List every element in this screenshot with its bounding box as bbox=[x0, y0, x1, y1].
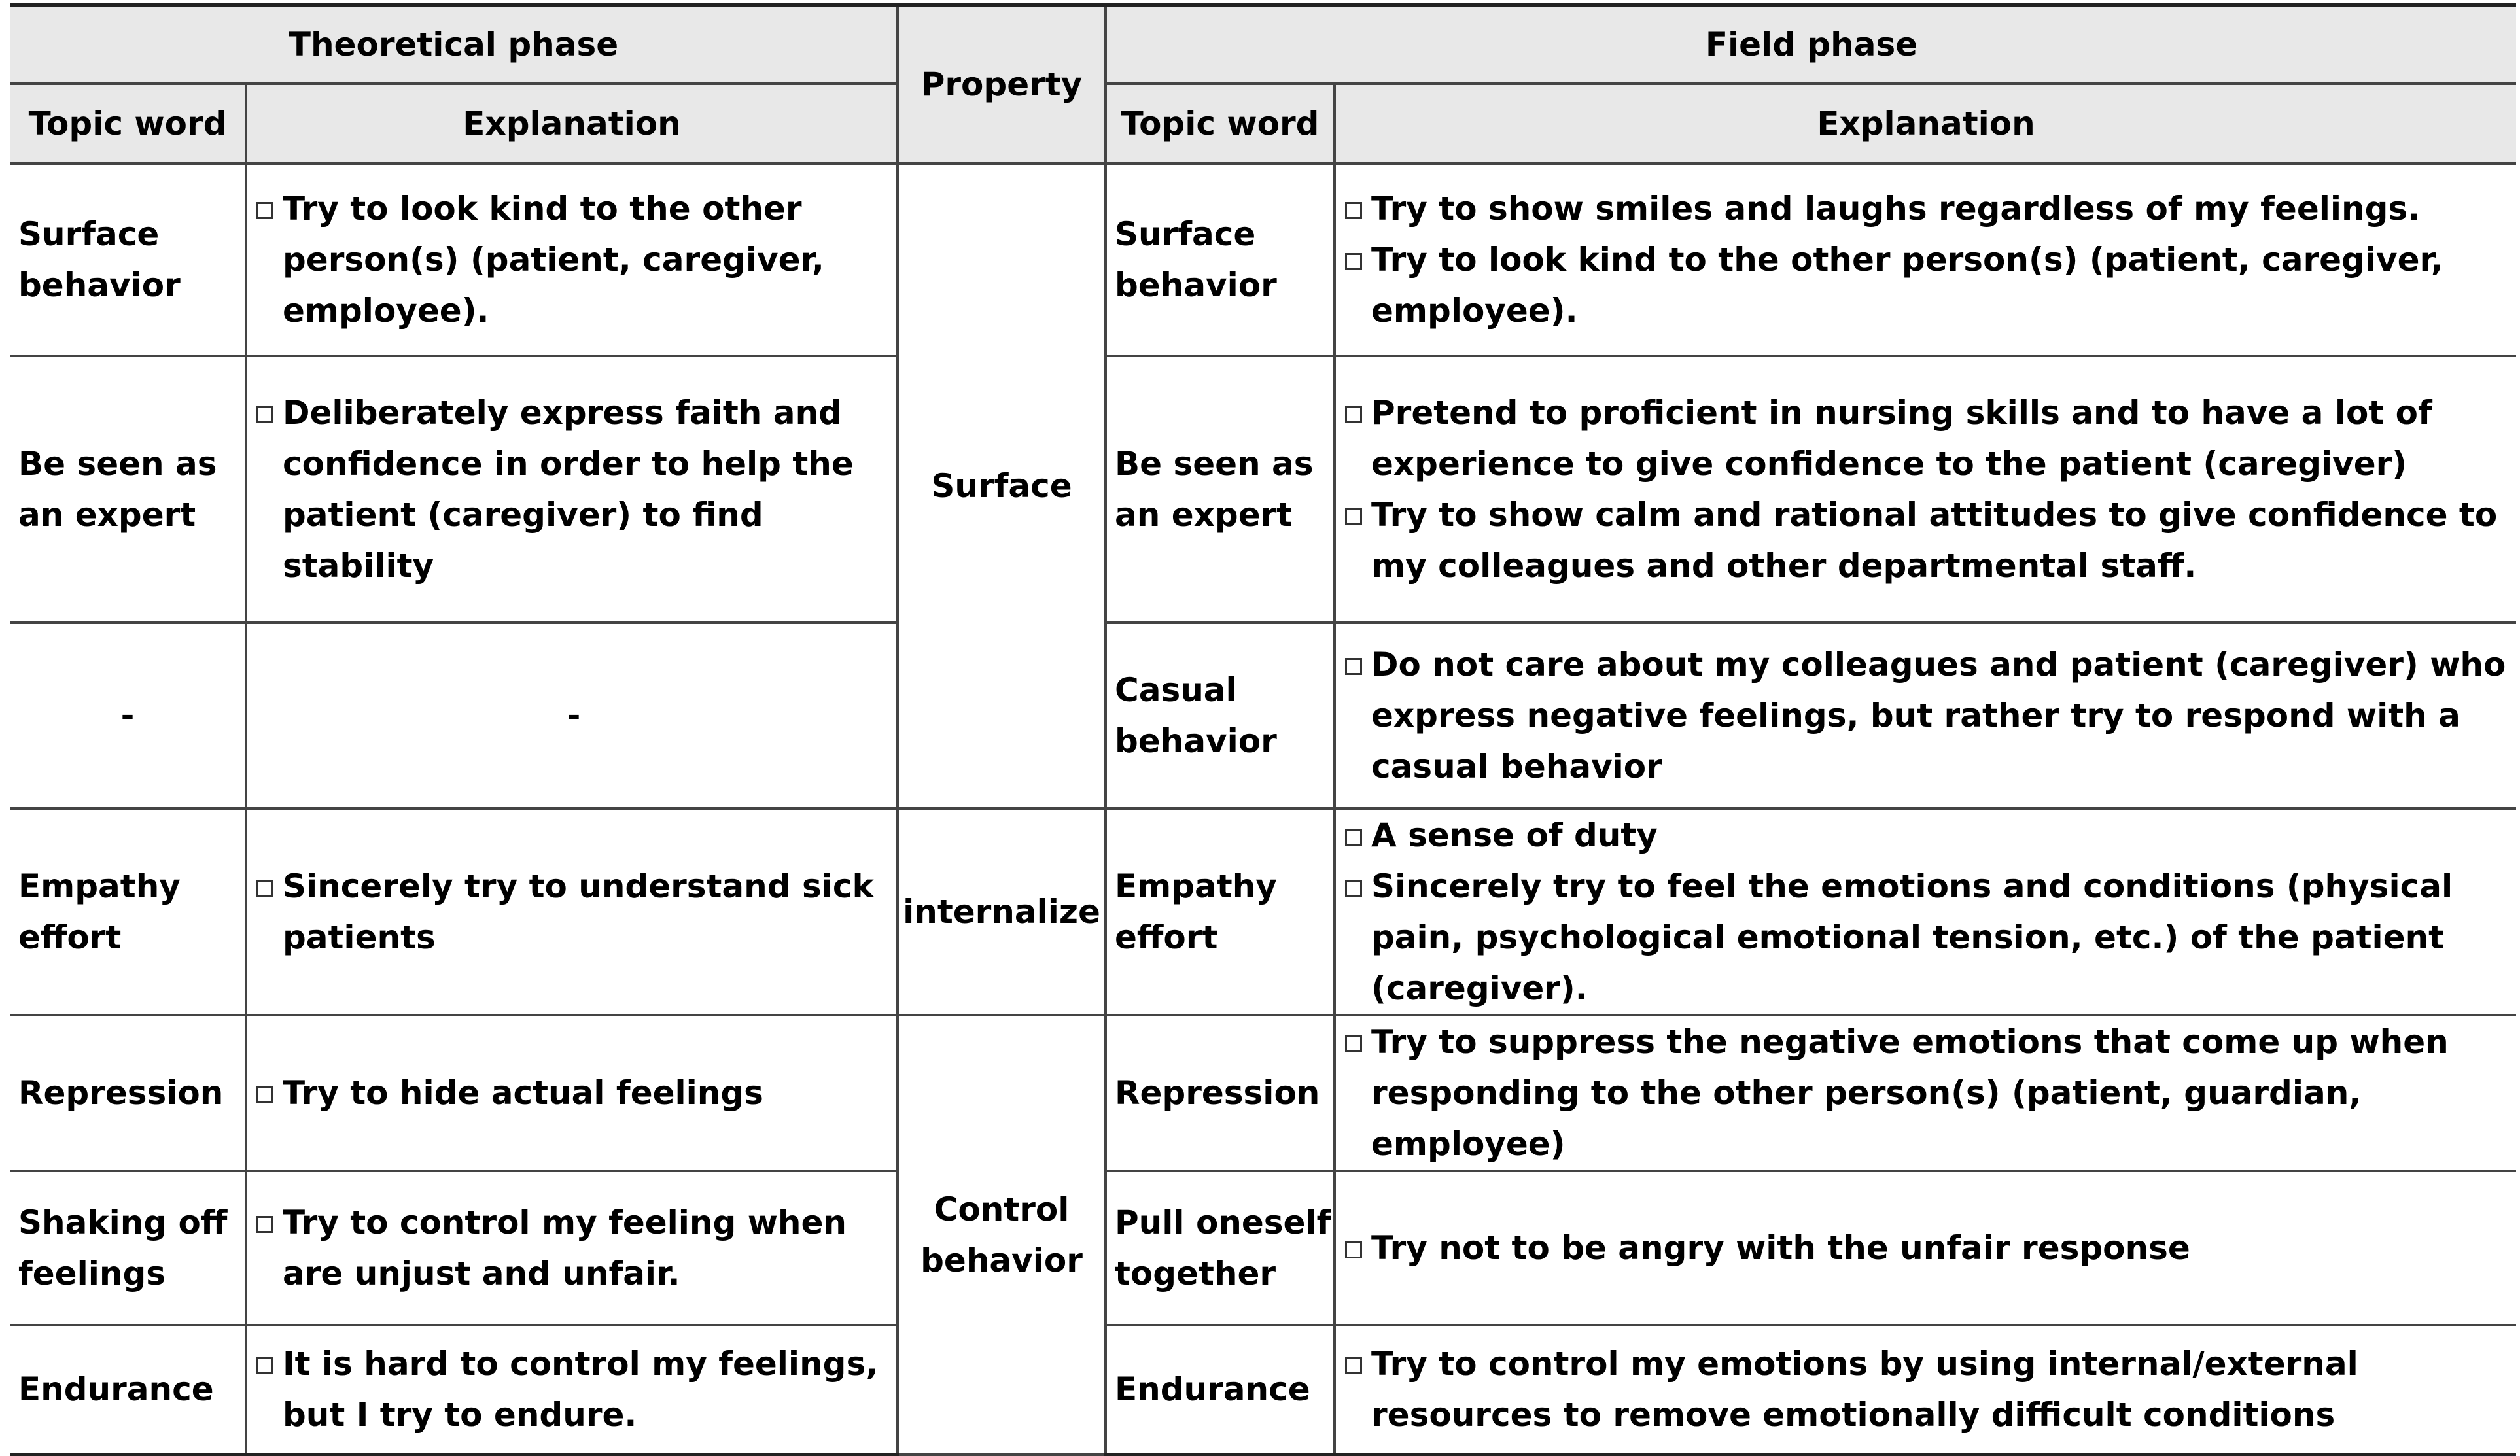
checkbox-bullet-icon bbox=[256, 202, 273, 219]
theo-topic-cell: Be seen as an expert bbox=[10, 356, 246, 623]
checkbox-bullet-icon bbox=[1345, 406, 1362, 423]
table-row bbox=[10, 164, 2516, 356]
emotional-labor-table bbox=[10, 3, 2516, 1456]
field-explanation-cell bbox=[1335, 623, 2516, 808]
checkbox-bullet-icon bbox=[1345, 658, 1362, 675]
table-row bbox=[10, 1015, 2516, 1171]
checkbox-bullet-icon bbox=[1345, 1357, 1362, 1374]
checkbox-bullet-icon bbox=[256, 1086, 273, 1103]
explanation-item: Pretend to proficient in nursing skills and to have a lot of experience to give confidence to the patient (caregiver) bbox=[1345, 387, 2511, 489]
theo-topic-cell: Surface behavior bbox=[10, 164, 246, 356]
theo-explanation-cell: - bbox=[246, 623, 898, 808]
theo-explanation-cell bbox=[246, 1171, 898, 1325]
explanation-item: Try to look kind to the other person(s) (patient, caregiver, employee). bbox=[1345, 234, 2511, 336]
theo-topic-cell: Shaking off feelings bbox=[10, 1171, 246, 1325]
explanation-item: Try to suppress the negative emotions that come up when responding to the other person(s) (patient, guardian, employee) bbox=[1345, 1016, 2511, 1170]
theo-explanation-header: Explanation bbox=[246, 84, 898, 164]
table-row bbox=[10, 623, 2516, 808]
property-header: Property bbox=[898, 5, 1106, 164]
field-explanation-cell bbox=[1335, 1015, 2516, 1171]
checkbox-bullet-icon bbox=[256, 1357, 273, 1374]
field-topic-cell: Be seen as an expert bbox=[1106, 356, 1335, 623]
checkbox-bullet-icon bbox=[1345, 202, 1362, 219]
field-topic-cell: Repression bbox=[1106, 1015, 1335, 1171]
checkbox-bullet-icon bbox=[256, 406, 273, 423]
theo-topic-cell: - bbox=[10, 623, 246, 808]
checkbox-bullet-icon bbox=[1345, 253, 1362, 270]
property-cell-surface: Surface bbox=[898, 164, 1106, 808]
explanation-item: Sincerely try to feel the emotions and conditions (physical pain, psychological emotional tension, etc.) of the patient (caregiver). bbox=[1345, 861, 2511, 1014]
explanation-item: Try to show smiles and laughs regardless of my feelings. bbox=[1345, 183, 2511, 234]
theo-topic-cell: Endurance bbox=[10, 1325, 246, 1455]
checkbox-bullet-icon bbox=[1345, 829, 1362, 846]
theo-explanation-cell bbox=[246, 356, 898, 623]
checkbox-bullet-icon bbox=[1345, 508, 1362, 525]
field-topic-cell: Surface behavior bbox=[1106, 164, 1335, 356]
theo-topic-cell: Repression bbox=[10, 1015, 246, 1171]
explanation-item: Try to show calm and rational attitudes to give confidence to my colleagues and other departmental staff. bbox=[1345, 489, 2511, 591]
field-topic-cell: Empathy effort bbox=[1106, 808, 1335, 1015]
explanation-item: Try to look kind to the other person(s) (patient, caregiver, employee). bbox=[256, 183, 891, 336]
theo-explanation-cell bbox=[246, 164, 898, 356]
theo-explanation-cell bbox=[246, 1325, 898, 1455]
field-explanation-cell bbox=[1335, 356, 2516, 623]
field-topic-cell: Endurance bbox=[1106, 1325, 1335, 1455]
explanation-item: Do not care about my colleagues and patient (caregiver) who express negative feelings, but rather try to respond with a casual behavior bbox=[1345, 639, 2511, 792]
theo-explanation-cell bbox=[246, 1015, 898, 1171]
field-explanation-cell bbox=[1335, 808, 2516, 1015]
checkbox-bullet-icon bbox=[1345, 1241, 1362, 1258]
theo-topic-word-header: Topic word bbox=[10, 84, 246, 164]
explanation-item: Sincerely try to understand sick patients bbox=[256, 861, 891, 963]
theo-explanation-cell bbox=[246, 808, 898, 1015]
explanation-item: It is hard to control my feelings, but I try to endure. bbox=[256, 1338, 891, 1440]
table-row bbox=[10, 808, 2516, 1015]
checkbox-bullet-icon bbox=[1345, 1035, 1362, 1052]
field-explanation-header: Explanation bbox=[1335, 84, 2516, 164]
property-cell-internalize: internalize bbox=[898, 808, 1106, 1015]
theo-topic-cell: Empathy effort bbox=[10, 808, 246, 1015]
explanation-item: Try to control my emotions by using internal/external resources to remove emotionally difficult conditions bbox=[1345, 1338, 2511, 1440]
table-row bbox=[10, 1325, 2516, 1455]
field-phase-header: Field phase bbox=[1106, 5, 2516, 84]
field-topic-cell: Casual behavior bbox=[1106, 623, 1335, 808]
property-cell-control: Control behavior bbox=[898, 1015, 1106, 1455]
explanation-item: Try not to be angry with the unfair response bbox=[1345, 1222, 2511, 1274]
explanation-item: Try to hide actual feelings bbox=[256, 1067, 891, 1118]
explanation-item: A sense of duty bbox=[1345, 810, 2511, 861]
table-row bbox=[10, 1171, 2516, 1325]
checkbox-bullet-icon bbox=[256, 1216, 273, 1233]
theoretical-phase-header: Theoretical phase bbox=[10, 5, 898, 84]
header-row-1 bbox=[10, 5, 2516, 84]
field-explanation-cell bbox=[1335, 164, 2516, 356]
checkbox-bullet-icon bbox=[256, 880, 273, 897]
field-explanation-cell bbox=[1335, 1171, 2516, 1325]
checkbox-bullet-icon bbox=[1345, 880, 1362, 897]
explanation-item: Try to control my feeling when are unjust and unfair. bbox=[256, 1197, 891, 1299]
field-topic-word-header: Topic word bbox=[1106, 84, 1335, 164]
field-explanation-cell bbox=[1335, 1325, 2516, 1455]
header-row-2 bbox=[10, 84, 2516, 164]
explanation-item: Deliberately express faith and confidence in order to help the patient (caregiver) to find stability bbox=[256, 387, 891, 591]
table-row bbox=[10, 356, 2516, 623]
field-topic-cell: Pull oneself together bbox=[1106, 1171, 1335, 1325]
